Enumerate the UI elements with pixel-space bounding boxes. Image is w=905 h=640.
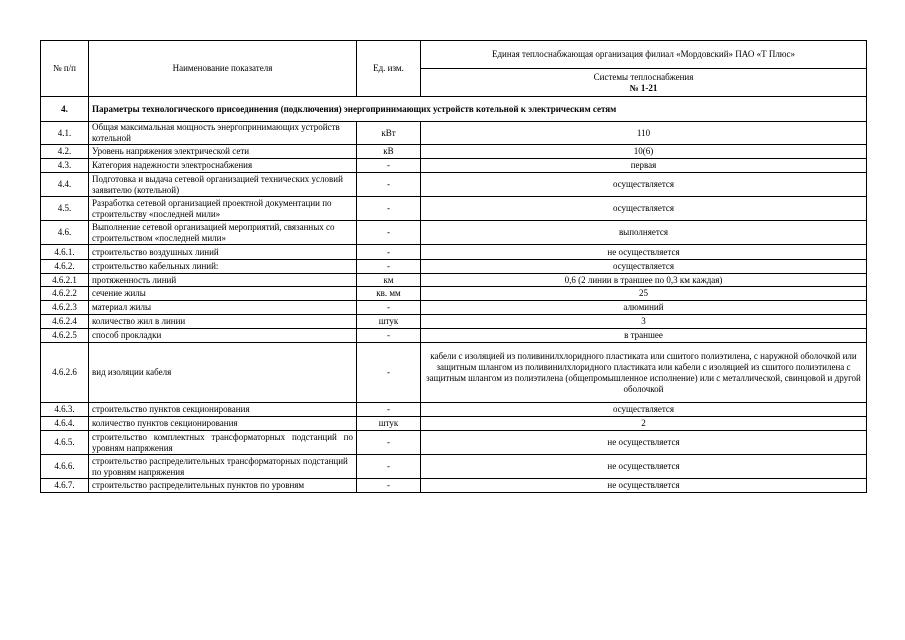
row-unit: -	[357, 221, 421, 245]
table-row	[41, 173, 867, 197]
row-name: строительство распределительных пунктов по уровням	[89, 479, 357, 493]
parameters-table	[40, 40, 867, 493]
row-unit: -	[357, 301, 421, 315]
row-unit: -	[357, 343, 421, 403]
row-value: осуществляется	[421, 197, 867, 221]
table-row	[41, 431, 867, 455]
row-name: Выполнение сетевой организацией мероприятий, связанных со строительством «последней мили»	[89, 221, 357, 245]
row-unit: -	[357, 403, 421, 417]
row-unit: -	[357, 260, 421, 274]
row-unit: -	[357, 197, 421, 221]
row-name: строительство пунктов секционирования	[89, 403, 357, 417]
row-num: 4.6.2.6	[41, 343, 89, 403]
row-num: 4.3.	[41, 159, 89, 173]
row-unit: -	[357, 455, 421, 479]
row-name: способ прокладки	[89, 329, 357, 343]
row-num: 4.2.	[41, 145, 89, 159]
section-title: Параметры технологического присоединения (подключения) энергопринимающих устройств котельной к электрическим сетям	[89, 97, 867, 122]
row-num: 4.6.5.	[41, 431, 89, 455]
row-name: количество жил в линии	[89, 315, 357, 329]
row-value: в траншее	[421, 329, 867, 343]
table-row	[41, 417, 867, 431]
row-unit: -	[357, 245, 421, 260]
row-num: 4.6.3.	[41, 403, 89, 417]
row-unit: кВт	[357, 122, 421, 145]
table-row	[41, 221, 867, 245]
row-name: строительство комплектных трансформаторных подстанций по уровням напряжения	[89, 431, 357, 455]
row-num: 4.1.	[41, 122, 89, 145]
row-value: первая	[421, 159, 867, 173]
table-row	[41, 479, 867, 493]
header-row	[41, 41, 867, 69]
row-name: строительство распределительных трансформаторных подстанций по уровням напряжения	[89, 455, 357, 479]
system-code: № 1-21	[629, 82, 658, 93]
row-name: Подготовка и выдача сетевой организацией технических условий заявителю (котельной)	[89, 173, 357, 197]
row-value: 2	[421, 417, 867, 431]
row-num: 4.6.2.1	[41, 274, 89, 287]
row-name: строительство кабельных линий:	[89, 260, 357, 274]
row-value: 25	[421, 287, 867, 301]
row-unit: -	[357, 159, 421, 173]
row-num: 4.4.	[41, 173, 89, 197]
row-value: 0,6 (2 линии в траншее по 0,3 км каждая)	[421, 274, 867, 287]
row-name: Общая максимальная мощность энергопринимающих устройств котельной	[89, 122, 357, 145]
table-row	[41, 122, 867, 145]
row-name: протяженность линий	[89, 274, 357, 287]
row-name: Категория надежности электроснабжения	[89, 159, 357, 173]
table-row	[41, 145, 867, 159]
row-value: кабели с изоляцией из поливинилхлоридного пластиката или сшитого полиэтилена, с наружной оболочкой или защитным шлангом из поливинилхлоридного пластиката или кабели с изоляцией из сшитого полиэтилена с защитным шлангом из полиэтилена (общепромышленное исполнение) или с металлической, свинцовой и другой оболочкой	[421, 343, 867, 403]
row-name: строительство воздушных линий	[89, 245, 357, 260]
table-row	[41, 159, 867, 173]
table-row	[41, 329, 867, 343]
table-row	[41, 343, 867, 403]
row-num: 4.6.2.5	[41, 329, 89, 343]
row-unit: кВ	[357, 145, 421, 159]
row-name: Разработка сетевой организацией проектной документации по строительству «последней мили»	[89, 197, 357, 221]
row-name: количество пунктов секционирования	[89, 417, 357, 431]
row-value: не осуществляется	[421, 245, 867, 260]
table-row	[41, 455, 867, 479]
row-value: не осуществляется	[421, 431, 867, 455]
system-title: Системы теплоснабжения	[593, 71, 694, 82]
row-value: осуществляется	[421, 260, 867, 274]
row-num: 4.6.1.	[41, 245, 89, 260]
row-name: вид изоляции кабеля	[89, 343, 357, 403]
row-name: материал жилы	[89, 301, 357, 315]
header-name: Наименование показателя	[89, 41, 357, 97]
row-num: 4.6.2.3	[41, 301, 89, 315]
row-num: 4.5.	[41, 197, 89, 221]
row-unit: -	[357, 173, 421, 197]
table-row	[41, 301, 867, 315]
section-row	[41, 97, 867, 122]
row-value: осуществляется	[421, 403, 867, 417]
header-unit: Ед. изм.	[357, 41, 421, 97]
row-value: 110	[421, 122, 867, 145]
table-row	[41, 245, 867, 260]
table-row	[41, 197, 867, 221]
table-row	[41, 403, 867, 417]
row-value: не осуществляется	[421, 479, 867, 493]
header-systems	[421, 69, 867, 97]
table-row	[41, 315, 867, 329]
table-row	[41, 287, 867, 301]
row-unit: штук	[357, 315, 421, 329]
row-num: 4.6.2.	[41, 260, 89, 274]
table-row	[41, 274, 867, 287]
row-num: 4.6.	[41, 221, 89, 245]
row-value: алюминий	[421, 301, 867, 315]
table-row	[41, 260, 867, 274]
row-num: 4.6.6.	[41, 455, 89, 479]
row-unit: кв. мм	[357, 287, 421, 301]
row-unit: штук	[357, 417, 421, 431]
row-num: 4.6.4.	[41, 417, 89, 431]
row-unit: -	[357, 479, 421, 493]
header-org: Единая теплоснабжающая организация филиал «Мордовский» ПАО «Т Плюс»	[421, 41, 867, 69]
row-num: 4.6.2.2	[41, 287, 89, 301]
row-num: 4.6.7.	[41, 479, 89, 493]
row-value: 10(6)	[421, 145, 867, 159]
header-num: № п/п	[41, 41, 89, 97]
section-num: 4.	[41, 97, 89, 122]
row-unit: -	[357, 431, 421, 455]
row-num: 4.6.2.4	[41, 315, 89, 329]
row-value: не осуществляется	[421, 455, 867, 479]
row-unit: км	[357, 274, 421, 287]
row-name: сечение жилы	[89, 287, 357, 301]
row-unit: -	[357, 329, 421, 343]
row-value: осуществляется	[421, 173, 867, 197]
row-name: Уровень напряжения электрической сети	[89, 145, 357, 159]
row-value: выполняется	[421, 221, 867, 245]
row-value: 3	[421, 315, 867, 329]
